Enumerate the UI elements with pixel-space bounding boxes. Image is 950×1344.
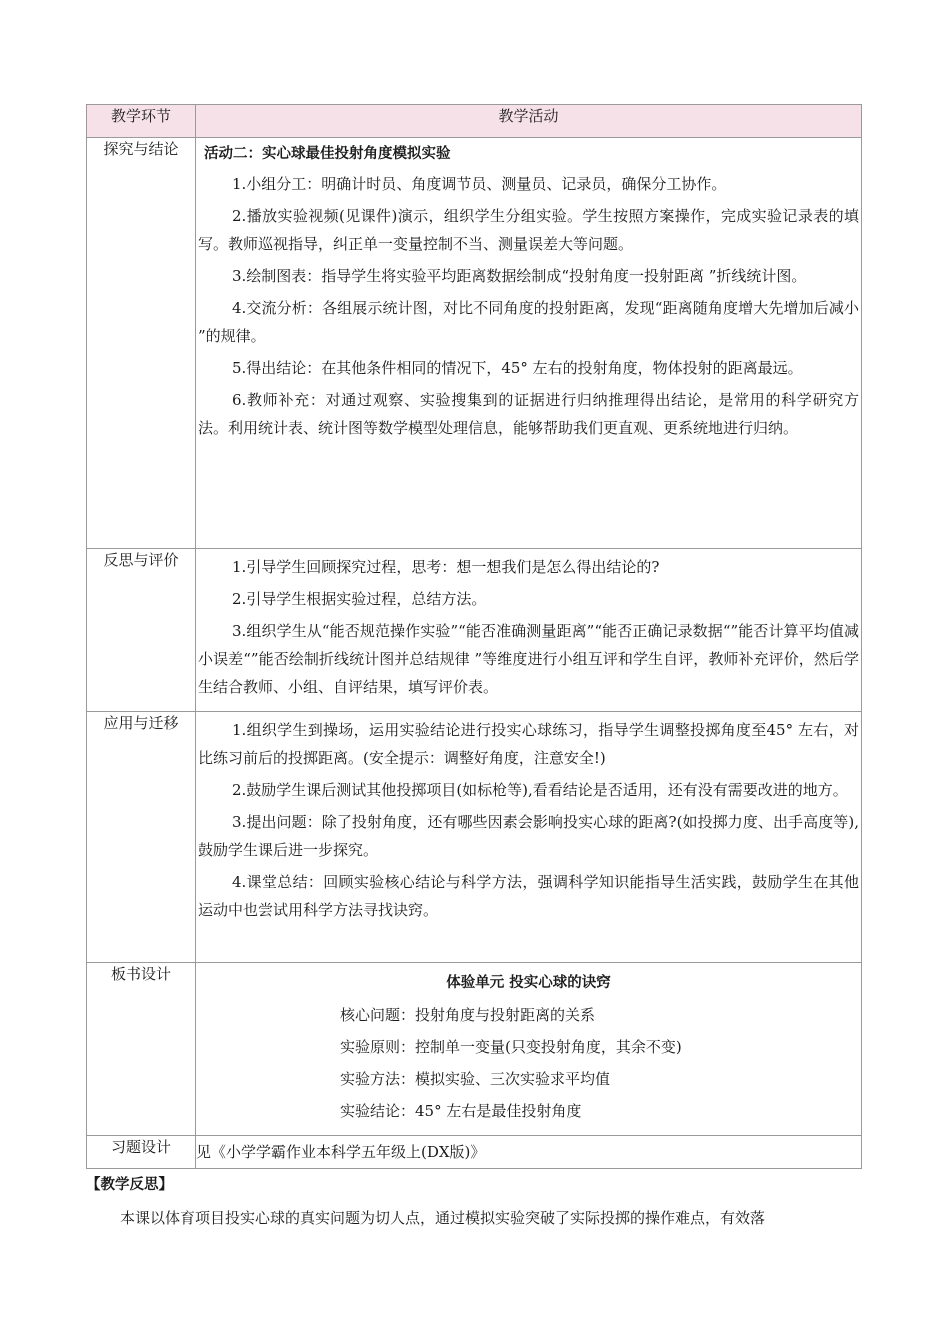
board-title: 体验单元 投实心球的诀窍 [446, 975, 611, 991]
activity-item: 6.教师补充：对通过观察、实验搜集到的证据进行归纳推理得出结论，是常用的科学研究方法。利用统计表、统计图等数学模型处理信息，能够帮助我们更直观、更系统地进行归纳。 [198, 391, 859, 437]
activity-item: 3.绘制图表：指导学生将实验平均距离数据绘制成“投射角度一投射距离 ”折线统计图。 [232, 267, 807, 285]
activity-item: 4.交流分析：各组展示统计图，对比不同角度的投射距离，发现“距离随角度增大先增加后减小 ”的规律。 [198, 299, 859, 345]
activity-item: 3.组织学生从“能否规范操作实验”“能否准确测量距离”“能否正确记录数据“”能否计算平均值减小误差“”能否绘制折线统计图并总结规律 ”等维度进行小组互评和学生自评，教师补充评价，然后学生结合教师、小组、自评结果，填写评价表。 [198, 622, 859, 696]
board-line: 实验结论：45° 左右是最佳投射角度 [340, 1102, 582, 1120]
exercise-text: 见《小学学霸作业本科学五年级上(DX版)》 [196, 1136, 862, 1169]
activity-item: 1.小组分工：明确计时员、角度调节员、测量员、记录员，确保分工协作。 [232, 175, 727, 193]
activity-cell [196, 712, 862, 963]
activity-item: 2.引导学生根据实验过程，总结方法。 [232, 590, 487, 608]
activity-item: 3.提出问题：除了投射角度，还有哪些因素会影响投实心球的距离?(如投掷力度、出手高度等),鼓励学生课后进一步探究。 [198, 813, 859, 859]
activity-item: 5.得出结论：在其他条件相同的情况下，45° 左右的投射角度，物体投射的距离最远。 [232, 359, 803, 377]
board-line: 核心问题：投射角度与投射距离的关系 [340, 1006, 596, 1024]
board-line: 实验原则：控制单一变量(只变投射角度，其余不变) [340, 1038, 682, 1056]
table-header-row [87, 105, 862, 138]
activity-cell [196, 138, 862, 549]
reflection-title: 【教学反思】 [86, 1177, 173, 1193]
activity-item: 4.课堂总结：回顾实验核心结论与科学方法，强调科学知识能指导生活实践，鼓励学生在其他运动中也尝试用科学方法寻找诀窍。 [198, 873, 859, 919]
lesson-plan-table [86, 104, 862, 1169]
stage-label: 探究与结论 [87, 138, 196, 549]
board-line: 实验方法：模拟实验、三次实验求平均值 [340, 1070, 611, 1088]
stage-label: 应用与迁移 [87, 712, 196, 963]
activity-item: 1.引导学生回顾探究过程，思考：想一想我们是怎么得出结论的? [232, 558, 660, 576]
activity-item: 2.鼓励学生课后测试其他投掷项目(如标枪等),看看结论是否适用，还有没有需要改进的地方。 [232, 781, 848, 799]
table-row-apply [87, 712, 862, 963]
header-stage: 教学环节 [87, 105, 196, 138]
stage-label: 板书设计 [87, 963, 196, 1136]
board-cell [196, 963, 862, 1136]
header-activity: 教学活动 [196, 105, 862, 138]
table-row-board [87, 963, 862, 1136]
activity-item: 1.组织学生到操场，运用实验结论进行投实心球练习，指导学生调整投掷角度至45° 左右，对比练习前后的投掷距离。(安全提示：调整好角度，注意安全!) [198, 721, 859, 767]
activity-cell [196, 549, 862, 712]
table-row-explore [87, 138, 862, 549]
table-row-reflect [87, 549, 862, 712]
reflection-text: 本课以体育项目投实心球的真实问题为切人点，通过模拟实验突破了实际投掷的操作难点，有效落 [120, 1209, 766, 1227]
stage-label: 习题设计 [87, 1136, 196, 1169]
activity-title: 活动二：实心球最佳投射角度模拟实验 [204, 146, 451, 162]
activity-item: 2.播放实验视频(见课件)演示，组织学生分组实验。学生按照方案操作，完成实验记录表的填写。教师巡视指导，纠正单一变量控制不当、测量误差大等问题。 [198, 207, 859, 253]
stage-label: 反思与评价 [87, 549, 196, 712]
reflection-section [86, 1173, 864, 1230]
table-row-exercise [87, 1136, 862, 1169]
